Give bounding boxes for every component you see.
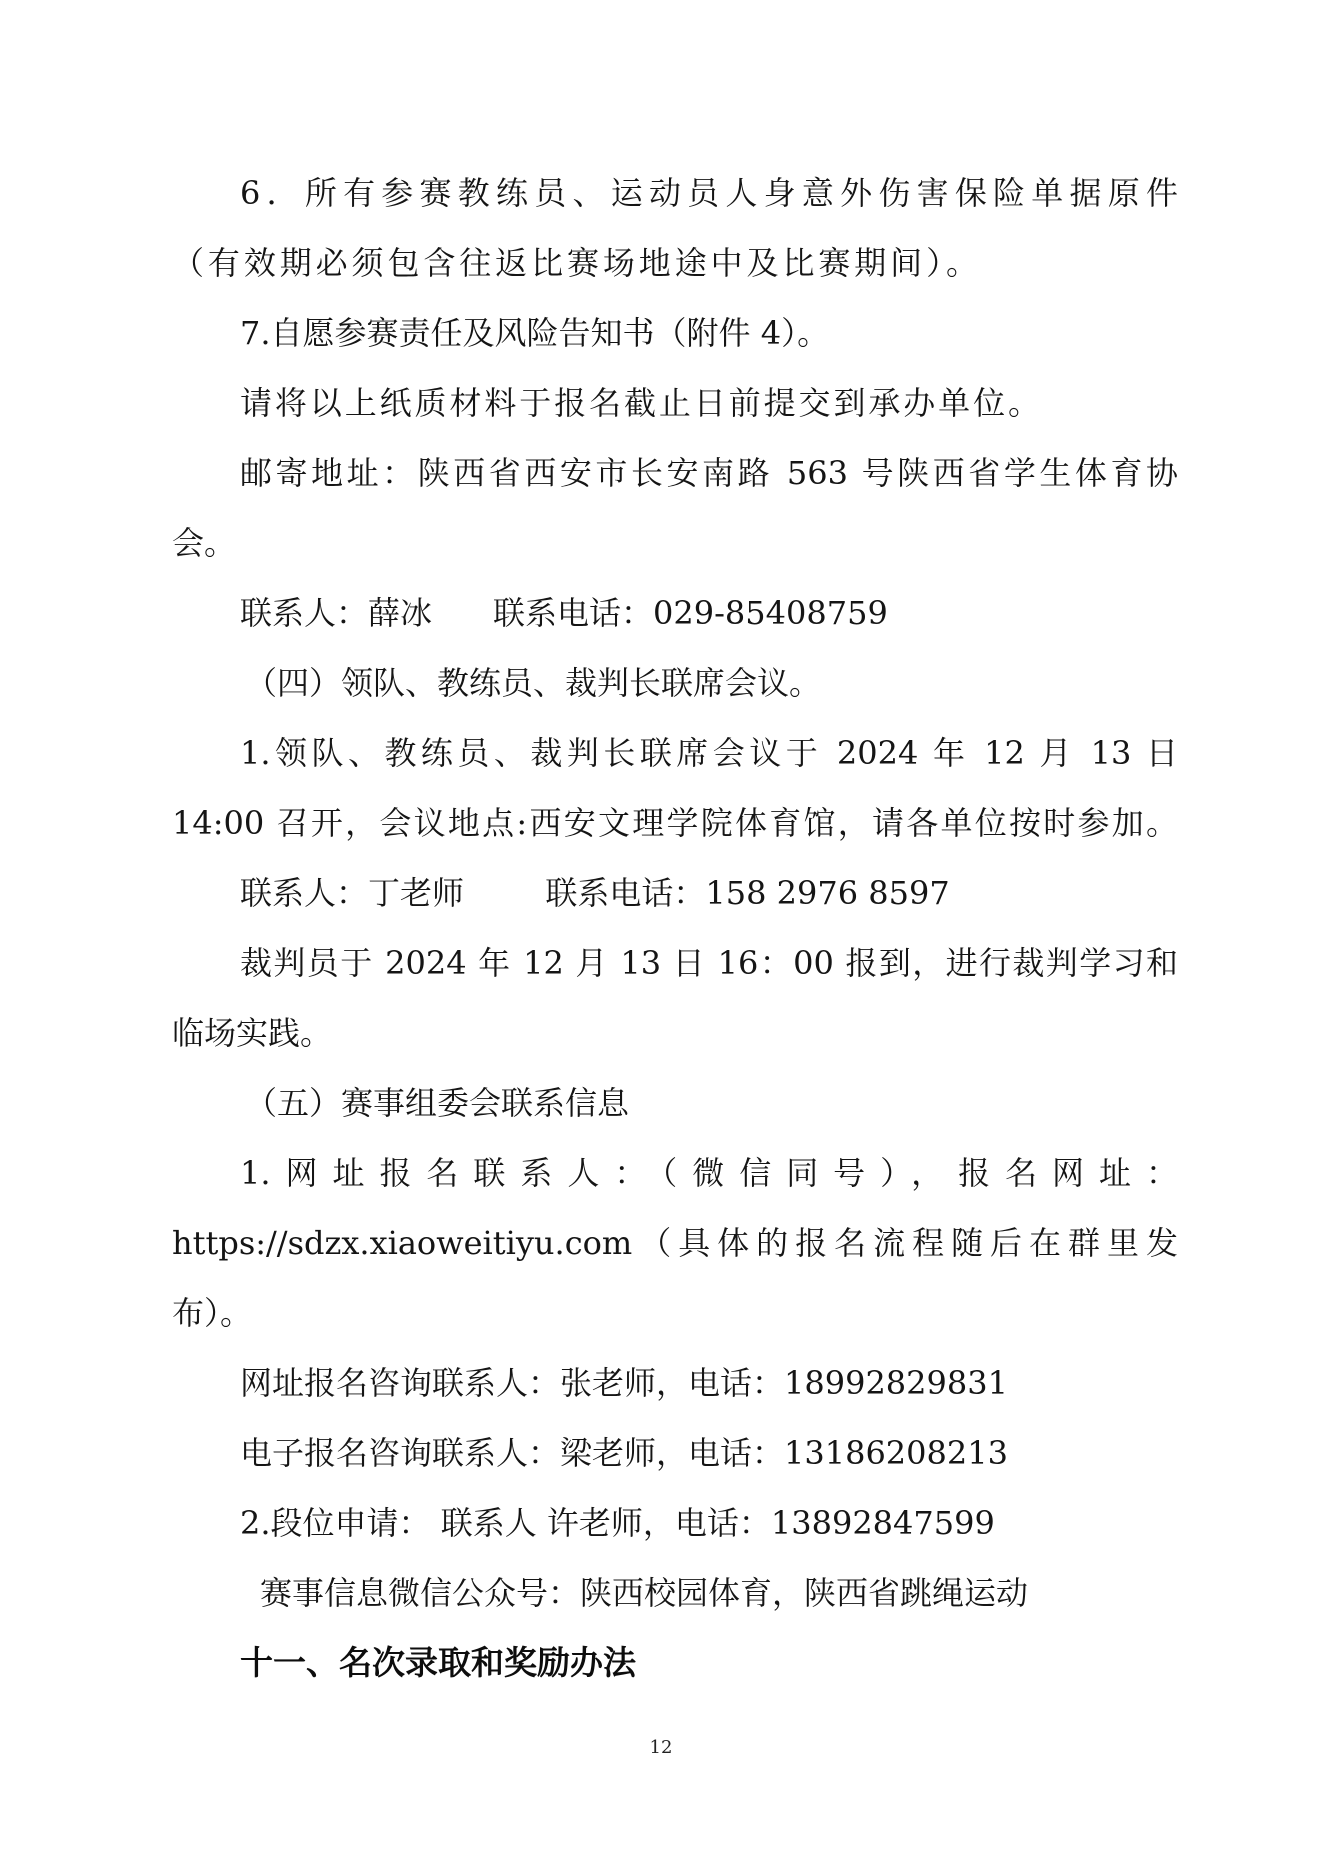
contact-line-5: 2.段位申请： 联系人 许老师，电话：13892847599 <box>240 1504 995 1542</box>
paragraph-line-16: https://sdzx.xiaoweitiyu.com（具体的报名流程随后在群里发 <box>172 1224 1178 1262</box>
section-heading-5: （五）赛事组委会联系信息 <box>245 1084 630 1122</box>
paragraph-line-17: 布）。 <box>172 1294 253 1332</box>
section-heading-11: 十一、名次录取和奖励办法 <box>240 1643 636 1682</box>
contact-line-4: 电子报名咨询联系人：梁老师，电话：13186208213 <box>240 1434 1008 1472</box>
paragraph-line-13: 临场实践。 <box>172 1014 333 1052</box>
paragraph-line-10: 14:00 召开，会议地点:西安文理学院体育馆，请各单位按时参加。 <box>172 804 1178 842</box>
wechat-account-line: 赛事信息微信公众号：陕西校园体育，陕西省跳绳运动 <box>260 1574 1029 1612</box>
paragraph-line-4: 请将以上纸质材料于报名截止日前提交到承办单位。 <box>240 384 1040 422</box>
paragraph-line-1: 6．所有参赛教练员、运动员人身意外伤害保险单据原件 <box>240 174 1178 212</box>
paragraph-line-12: 裁判员于 2024 年 12 月 13 日 16：00 报到，进行裁判学习和 <box>240 944 1178 982</box>
paragraph-line-3: 7.自愿参赛责任及风险告知书（附件 4）。 <box>240 314 830 352</box>
contact-line-2: 联系人：丁老师 联系电话：158 2976 8597 <box>240 874 950 912</box>
section-heading-4: （四）领队、教练员、裁判长联席会议。 <box>245 664 822 702</box>
paragraph-line-5: 邮寄地址：陕西省西安市长安南路 563 号陕西省学生体育协 <box>240 454 1178 492</box>
paragraph-line-9: 1.领队、教练员、裁判长联席会议于 2024 年 12 月 13 日 <box>240 734 1178 772</box>
page-number: 12 <box>649 1737 673 1758</box>
paragraph-line-6: 会。 <box>172 524 237 562</box>
paragraph-line-2: （有效期必须包含往返比赛场地途中及比赛期间）。 <box>172 244 978 282</box>
contact-line-3: 网址报名咨询联系人：张老师，电话：18992829831 <box>240 1364 1008 1402</box>
paragraph-line-15: 1.网址报名联系人：（微信同号），报名网址： <box>240 1154 1178 1192</box>
contact-line-1: 联系人：薛冰 联系电话：029-85408759 <box>240 594 888 632</box>
